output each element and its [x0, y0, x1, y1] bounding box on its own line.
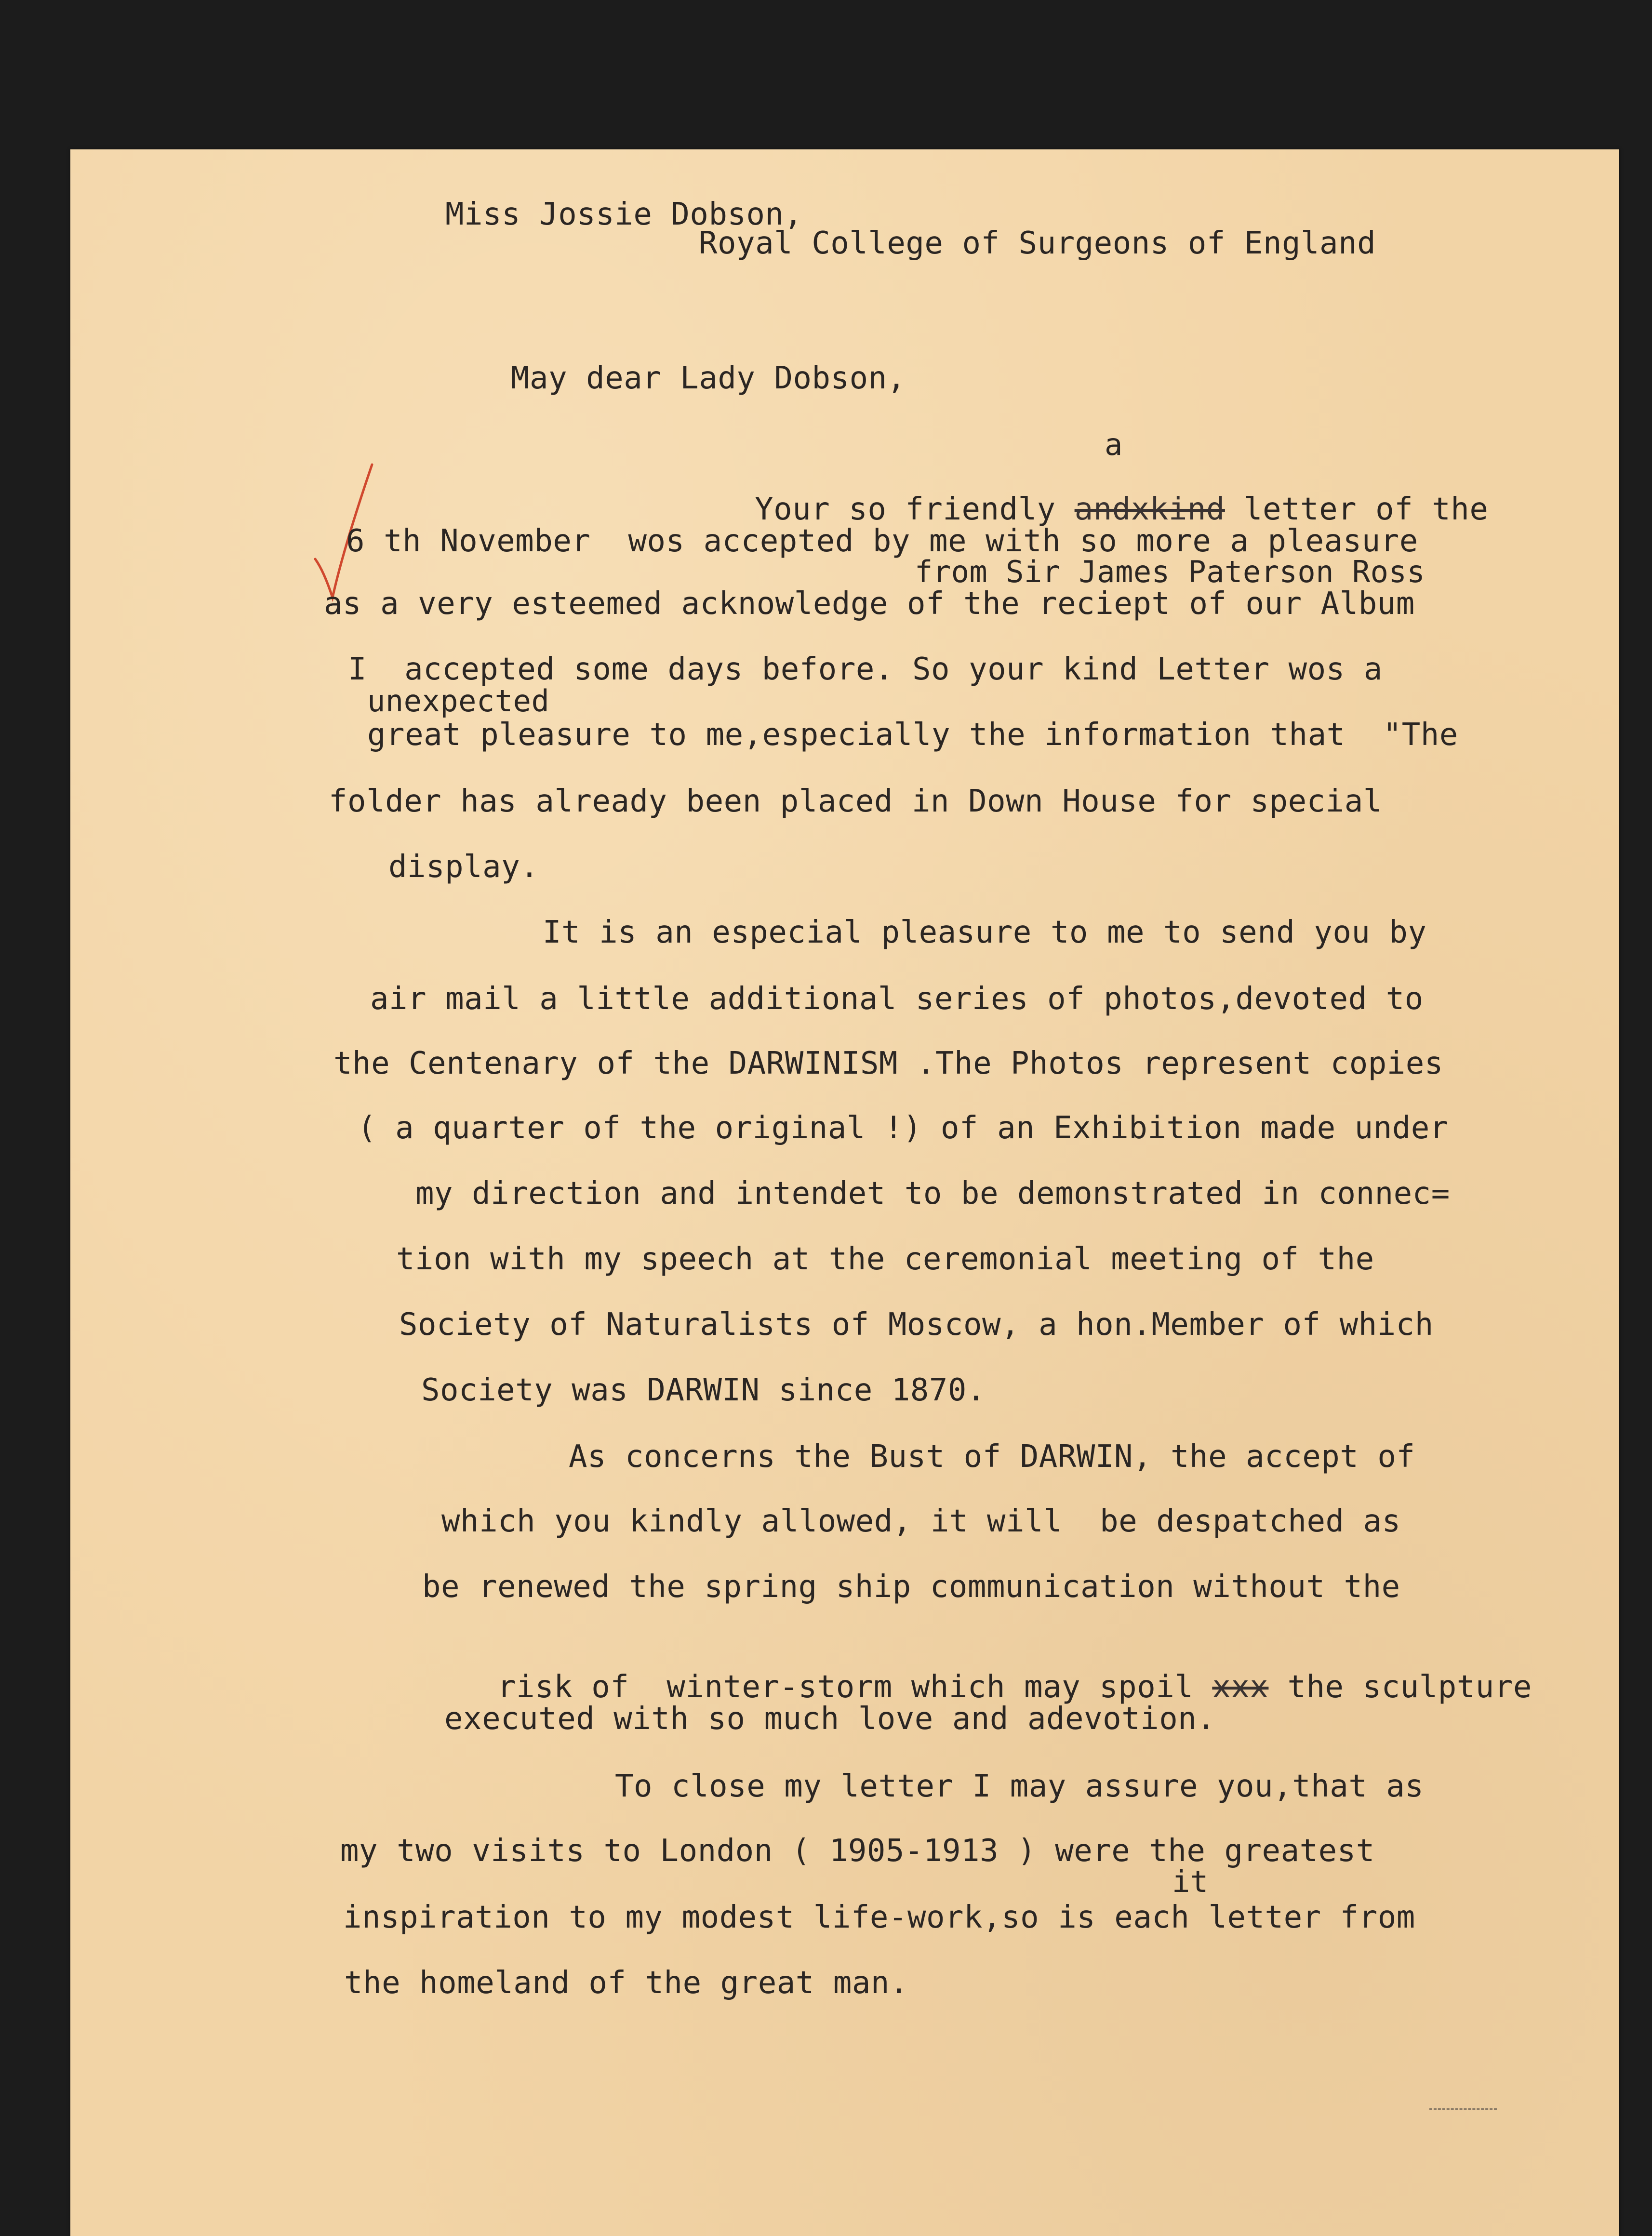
text-run: Your so friendly: [755, 492, 1075, 527]
paragraph-1-line-6: folder has already been placed in Down House for special: [329, 784, 1382, 819]
paragraph-2-line-5: my direction and intendet to be demonstrated in connec=: [415, 1176, 1450, 1211]
paragraph-2-line-8: Society was DARWIN since 1870.: [421, 1372, 986, 1408]
paragraph-4-line-2: my two visits to London ( 1905-1913 ) were the greatest: [340, 1833, 1375, 1869]
paragraph-4-line-1: To close my letter I may assure you,that as: [615, 1769, 1424, 1804]
paragraph-2-line-4: ( a quarter of the original !) of an Exhibition made under: [358, 1110, 1449, 1146]
paragraph-1-line-2: 6 th November wos accepted by me with so more a pleasure: [346, 523, 1418, 559]
paragraph-2-line-1: It is an especial pleasure to me to send you by: [543, 915, 1427, 950]
paragraph-2-line-2: air mail a little additional series of photos,devoted to: [370, 981, 1424, 1017]
salutation: May dear Lady Dobson,: [511, 360, 906, 396]
paragraph-1-line-4: I accepted some days before. So your kind Letter wos a: [348, 652, 1383, 687]
pencil-dash-mark: [1429, 2108, 1497, 2110]
address-line-2: Royal College of Surgeons of England: [699, 226, 1376, 261]
insertion-a: a: [1105, 427, 1123, 462]
paragraph-3-line-3: be renewed the spring ship communication without the: [422, 1569, 1400, 1605]
struck-text: xxx: [1212, 1669, 1269, 1705]
paragraph-1-line-3: as a very esteemed acknowledge of the reciept of our Album: [324, 586, 1415, 622]
text-run: the sculpture: [1268, 1669, 1532, 1705]
insertion-unexpected: unexpected: [367, 683, 550, 719]
text-run: letter of the: [1225, 492, 1489, 527]
paragraph-4-line-3: inspiration to my modest life-work,so is each letter from: [343, 1900, 1415, 1935]
paragraph-3-line-1: As concerns the Bust of DARWIN, the accept of: [569, 1439, 1415, 1475]
paragraph-1-line-5: great pleasure to me,especially the information that "The: [367, 717, 1458, 753]
paragraph-3-line-5: executed with so much love and adevotion.: [444, 1701, 1216, 1737]
address-line-1: Miss Jossie Dobson,: [445, 197, 803, 232]
paragraph-2-line-3: the Centenary of the DARWINISM .The Photos represent copies: [333, 1046, 1443, 1081]
letter-page: [70, 149, 1619, 2236]
paragraph-4-line-4: the homeland of the great man.: [344, 1965, 908, 2001]
paragraph-3-line-2: which you kindly allowed, it will be despatched as: [441, 1504, 1401, 1539]
insertion-it: it: [1172, 1864, 1209, 1899]
paragraph-2-line-7: Society of Naturalists of Moscow, a hon.Member of which: [399, 1307, 1434, 1343]
paragraph-2-line-6: tion with my speech at the ceremonial meeting of the: [396, 1241, 1374, 1277]
insertion-from-sir-james: from Sir James Paterson Ross: [915, 554, 1426, 589]
text-run: risk of winter-storm which may spoil: [497, 1669, 1212, 1705]
paragraph-1-line-7: display.: [388, 849, 539, 885]
struck-text: andxkind: [1074, 492, 1225, 527]
